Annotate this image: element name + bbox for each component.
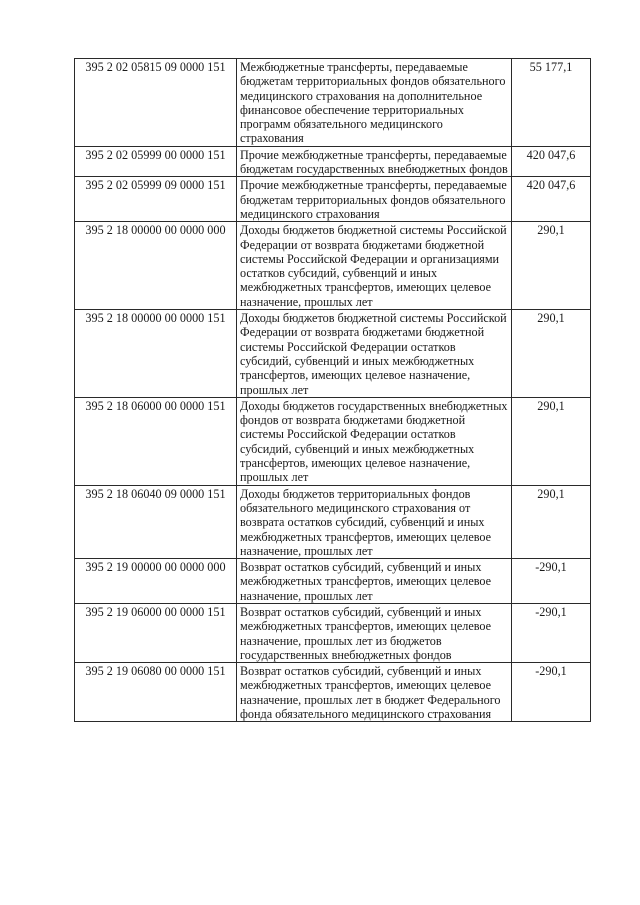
budget-code-cell: 395 2 19 06080 00 0000 151 xyxy=(75,663,237,722)
amount-cell: 290,1 xyxy=(512,485,591,558)
budget-code-cell: 395 2 02 05999 00 0000 151 xyxy=(75,146,237,177)
amount-cell: 420 047,6 xyxy=(512,177,591,222)
amount-cell: 290,1 xyxy=(512,397,591,485)
description-cell: Доходы бюджетов государственных внебюджетных фондов от возврата бюджетами бюджетной системы Российской Федерации остатков субсидий, субвенций и иных межбюджетных трансфертов, имеющих целевое назначение, прошлых лет xyxy=(237,397,512,485)
table-row xyxy=(75,397,591,485)
budget-code-cell: 395 2 19 06000 00 0000 151 xyxy=(75,603,237,662)
budget-code-cell: 395 2 02 05815 09 0000 151 xyxy=(75,59,237,147)
amount-cell: 55 177,1 xyxy=(512,59,591,147)
table-row xyxy=(75,177,591,222)
table-row xyxy=(75,310,591,398)
table-row xyxy=(75,603,591,662)
table-row xyxy=(75,485,591,558)
amount-cell: -290,1 xyxy=(512,559,591,604)
description-cell: Возврат остатков субсидий, субвенций и иных межбюджетных трансфертов, имеющих целевое назначение, прошлых лет из бюджетов государственных внебюджетных фондов xyxy=(237,603,512,662)
description-cell: Доходы бюджетов территориальных фондов обязательного медицинского страхования от возврата остатков субсидий, субвенций и иных межбюджетных трансфертов, имеющих целевое назначение, прошлых лет xyxy=(237,485,512,558)
description-cell: Доходы бюджетов бюджетной системы Российской Федерации от возврата бюджетами бюджетной системы Российской Федерации остатков субсидий, субвенций и иных межбюджетных трансфертов, имеющих целевое назначение, прошлых лет xyxy=(237,310,512,398)
description-cell: Прочие межбюджетные трансферты, передаваемые бюджетам территориальных фондов обязательного медицинского страхования xyxy=(237,177,512,222)
amount-cell: -290,1 xyxy=(512,663,591,722)
description-cell: Прочие межбюджетные трансферты, передаваемые бюджетам государственных внебюджетных фондов xyxy=(237,146,512,177)
table-row xyxy=(75,146,591,177)
table-row xyxy=(75,222,591,310)
description-cell: Возврат остатков субсидий, субвенций и иных межбюджетных трансфертов, имеющих целевое назначение, прошлых лет в бюджет Федерального фонда обязательного медицинского страхования xyxy=(237,663,512,722)
amount-cell: 290,1 xyxy=(512,222,591,310)
table-row xyxy=(75,663,591,722)
budget-revenue-table xyxy=(74,58,591,722)
budget-code-cell: 395 2 18 00000 00 0000 000 xyxy=(75,222,237,310)
budget-code-cell: 395 2 19 00000 00 0000 000 xyxy=(75,559,237,604)
description-cell: Возврат остатков субсидий, субвенций и иных межбюджетных трансфертов, имеющих целевое назначение, прошлых лет xyxy=(237,559,512,604)
amount-cell: 420 047,6 xyxy=(512,146,591,177)
description-cell: Межбюджетные трансферты, передаваемые бюджетам территориальных фондов обязательного медицинского страхования на дополнительное финансовое обеспечение территориальных программ обязательного медицинского страхования xyxy=(237,59,512,147)
table-row xyxy=(75,59,591,147)
budget-code-cell: 395 2 02 05999 09 0000 151 xyxy=(75,177,237,222)
budget-code-cell: 395 2 18 06040 09 0000 151 xyxy=(75,485,237,558)
table-row xyxy=(75,559,591,604)
budget-code-cell: 395 2 18 00000 00 0000 151 xyxy=(75,310,237,398)
amount-cell: -290,1 xyxy=(512,603,591,662)
description-cell: Доходы бюджетов бюджетной системы Российской Федерации от возврата бюджетами бюджетной системы Российской Федерации и организациями остатков субсидий, субвенций и иных межбюджетных трансфертов, имеющих целевое назначение, прошлых лет xyxy=(237,222,512,310)
amount-cell: 290,1 xyxy=(512,310,591,398)
budget-code-cell: 395 2 18 06000 00 0000 151 xyxy=(75,397,237,485)
